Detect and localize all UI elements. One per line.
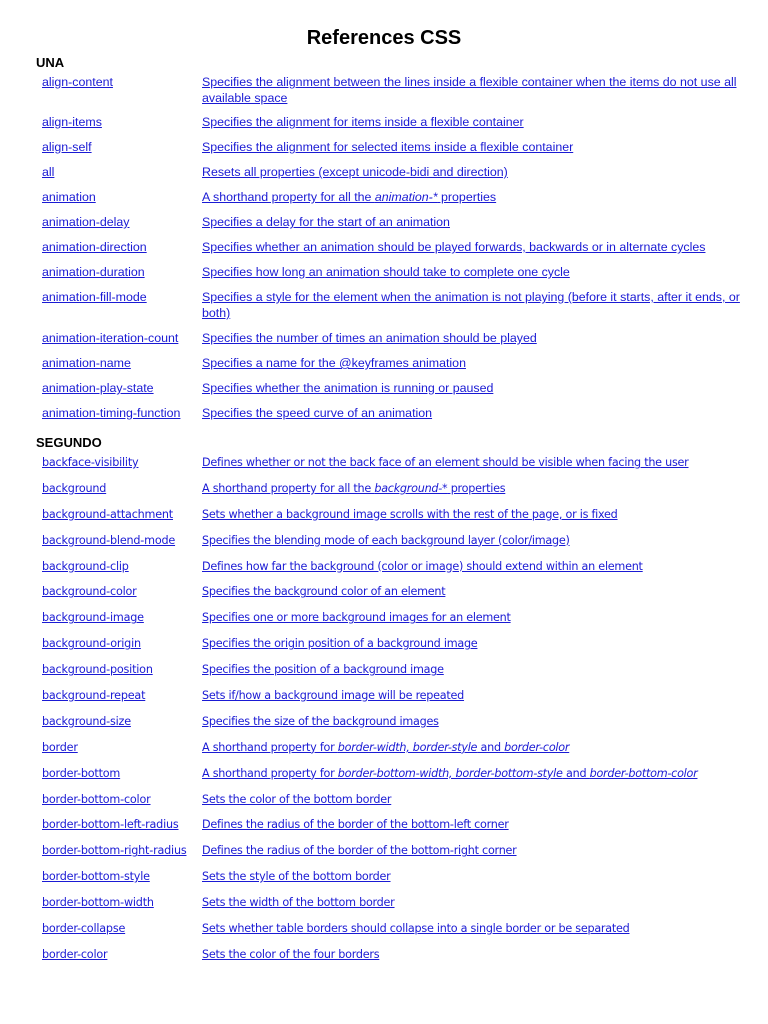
reference-row	[42, 114, 742, 139]
description-link[interactable]: Specifies a name for the @keyframes animation	[202, 356, 466, 370]
reference-row	[42, 688, 742, 714]
description-link[interactable]: Sets the color of the bottom border	[202, 792, 392, 806]
reference-row	[42, 289, 742, 330]
property-link[interactable]: align-self	[42, 140, 92, 154]
reference-row	[42, 610, 742, 636]
property-link[interactable]: all	[42, 165, 55, 179]
description-link[interactable]: Specifies whether the animation is running or paused	[202, 381, 494, 395]
description-link[interactable]: Sets if/how a background image will be repeated	[202, 689, 465, 703]
reference-list-segundo	[42, 455, 742, 973]
property-link[interactable]: background	[42, 481, 107, 495]
reference-row	[42, 139, 742, 164]
description-text: and	[477, 740, 505, 754]
description-link[interactable]: Sets the color of the four borders	[202, 947, 380, 961]
property-link[interactable]: background-repeat	[42, 689, 146, 703]
description-link[interactable]: Specifies the number of times an animation should be played	[202, 331, 537, 345]
reference-row	[42, 740, 742, 766]
property-link[interactable]: border	[42, 740, 78, 754]
page-title: References CSS	[306, 27, 462, 49]
description-link[interactable]: Sets whether table borders should collapse into a single border or be separated	[202, 922, 630, 936]
reference-row	[42, 895, 742, 921]
reference-row	[42, 662, 742, 688]
property-link[interactable]: border-bottom	[42, 766, 121, 780]
description-link[interactable]: Specifies a delay for the start of an animation	[202, 215, 450, 229]
property-link[interactable]: border-bottom-style	[42, 870, 150, 884]
reference-row	[42, 189, 742, 214]
description-text: A shorthand property for	[202, 740, 338, 754]
property-link[interactable]: animation-duration	[42, 265, 145, 279]
description-link[interactable]: Specifies the background color of an element	[202, 585, 446, 599]
property-link[interactable]: border-bottom-right-radius	[42, 844, 187, 858]
reference-row	[42, 792, 742, 818]
reference-row	[42, 239, 742, 264]
property-link[interactable]: animation-name	[42, 356, 131, 370]
description-emphasis: border-bottom-width, border-bottom-style	[337, 766, 563, 780]
property-link[interactable]: animation-delay	[42, 215, 130, 229]
reference-row	[42, 636, 742, 662]
property-link[interactable]: border-color	[42, 947, 108, 961]
description-link[interactable]: Sets the style of the bottom border	[202, 870, 391, 884]
description-link[interactable]: Defines whether or not the back face of an element should be visible when facing the user	[202, 456, 689, 469]
description-link[interactable]	[202, 740, 742, 755]
description-link[interactable]: Specifies the alignment for items inside a flexible container	[202, 115, 524, 129]
description-emphasis: background-*	[374, 481, 448, 495]
reference-row	[42, 74, 742, 114]
description-link[interactable]: Defines how far the background (color or image) should extend within an element	[202, 559, 643, 573]
property-link[interactable]: background-origin	[42, 637, 141, 651]
property-link[interactable]: animation-direction	[42, 240, 147, 254]
description-emphasis: border-bottom-color	[589, 766, 698, 780]
reference-row	[42, 766, 742, 792]
property-link[interactable]: border-bottom-width	[42, 896, 154, 910]
reference-row	[42, 921, 742, 947]
description-link[interactable]: Specifies the speed curve of an animation	[202, 406, 433, 420]
description-emphasis: border-width, border-style	[337, 740, 478, 754]
reference-row	[42, 559, 742, 585]
reference-row	[42, 817, 742, 843]
reference-row	[42, 869, 742, 895]
description-text: A shorthand property for all the	[202, 190, 375, 204]
reference-row	[42, 507, 742, 533]
description-text: A shorthand property for	[202, 766, 338, 780]
description-link[interactable]: Specifies one or more background images for an element	[202, 611, 511, 625]
description-link[interactable]	[202, 481, 742, 496]
reference-row	[42, 947, 742, 973]
description-emphasis: animation-*	[374, 190, 438, 204]
property-link[interactable]: background-clip	[42, 559, 129, 573]
reference-row	[42, 264, 742, 289]
description-text: A shorthand property for all the	[202, 481, 375, 495]
description-link[interactable]: Specifies the size of the background images	[202, 714, 439, 728]
reference-row	[42, 164, 742, 189]
reference-row	[42, 380, 742, 405]
reference-row	[42, 455, 742, 481]
section-heading-segundo: SEGUNDO	[36, 435, 102, 450]
property-link[interactable]: animation-iteration-count	[42, 331, 179, 345]
property-link[interactable]: border-bottom-left-radius	[42, 818, 179, 832]
property-link[interactable]: backface-visibility	[42, 456, 139, 469]
description-link[interactable]: Specifies the blending mode of each background layer (color/image)	[202, 533, 570, 547]
reference-row	[42, 843, 742, 869]
reference-row	[42, 405, 742, 430]
property-link[interactable]: background-attachment	[42, 507, 173, 521]
reference-row	[42, 533, 742, 559]
reference-row	[42, 714, 742, 740]
description-link[interactable]	[202, 766, 742, 781]
description-link[interactable]: Specifies the alignment for selected items inside a flexible container	[202, 140, 574, 154]
property-link[interactable]: animation-timing-function	[42, 406, 181, 420]
description-link[interactable]: Specifies a style for the element when the animation is not playing (before it starts, after it ends, or both)	[202, 290, 740, 320]
reference-row	[42, 355, 742, 380]
description-link[interactable]: Sets whether a background image scrolls with the rest of the page, or is fixed	[202, 507, 618, 521]
reference-row	[42, 584, 742, 610]
property-link[interactable]: animation	[42, 190, 96, 204]
description-link[interactable]: Specifies the alignment between the lines inside a flexible container when the items do not use all available space	[202, 75, 737, 105]
property-link[interactable]: animation-fill-mode	[42, 290, 147, 304]
property-link[interactable]: border-bottom-color	[42, 792, 151, 806]
description-link[interactable]: Sets the width of the bottom border	[202, 896, 395, 910]
property-link[interactable]: background-size	[42, 714, 131, 728]
description-text: and	[562, 766, 590, 780]
description-link[interactable]: Specifies whether an animation should be played forwards, backwards or in alternate cycles	[202, 240, 706, 254]
reference-row	[42, 214, 742, 239]
reference-list-una	[42, 74, 742, 430]
description-link[interactable]: Specifies how long an animation should take to complete one cycle	[202, 265, 570, 279]
description-link[interactable]: Resets all properties (except unicode-bidi and direction)	[202, 165, 508, 179]
reference-row	[42, 481, 742, 507]
description-text: properties	[437, 190, 497, 204]
property-link[interactable]: animation-play-state	[42, 381, 154, 395]
section-heading-una: UNA	[36, 55, 65, 70]
description-link[interactable]: Defines the radius of the border of the bottom-right corner	[202, 844, 517, 858]
description-text: properties	[447, 481, 506, 495]
property-link[interactable]: align-items	[42, 115, 102, 129]
property-link[interactable]: border-collapse	[42, 922, 126, 936]
reference-row	[42, 330, 742, 355]
description-link[interactable]: Specifies the position of a background image	[202, 663, 444, 677]
property-link[interactable]: background-color	[42, 585, 137, 599]
description-emphasis: border-color	[504, 740, 570, 754]
property-link[interactable]: background-position	[42, 663, 153, 677]
description-link[interactable]	[202, 189, 742, 205]
property-link[interactable]: align-content	[42, 75, 113, 89]
property-link[interactable]: background-blend-mode	[42, 533, 176, 547]
description-link[interactable]: Defines the radius of the border of the bottom-left corner	[202, 818, 509, 832]
description-link[interactable]: Specifies the origin position of a background image	[202, 637, 478, 651]
property-link[interactable]: background-image	[42, 611, 144, 625]
